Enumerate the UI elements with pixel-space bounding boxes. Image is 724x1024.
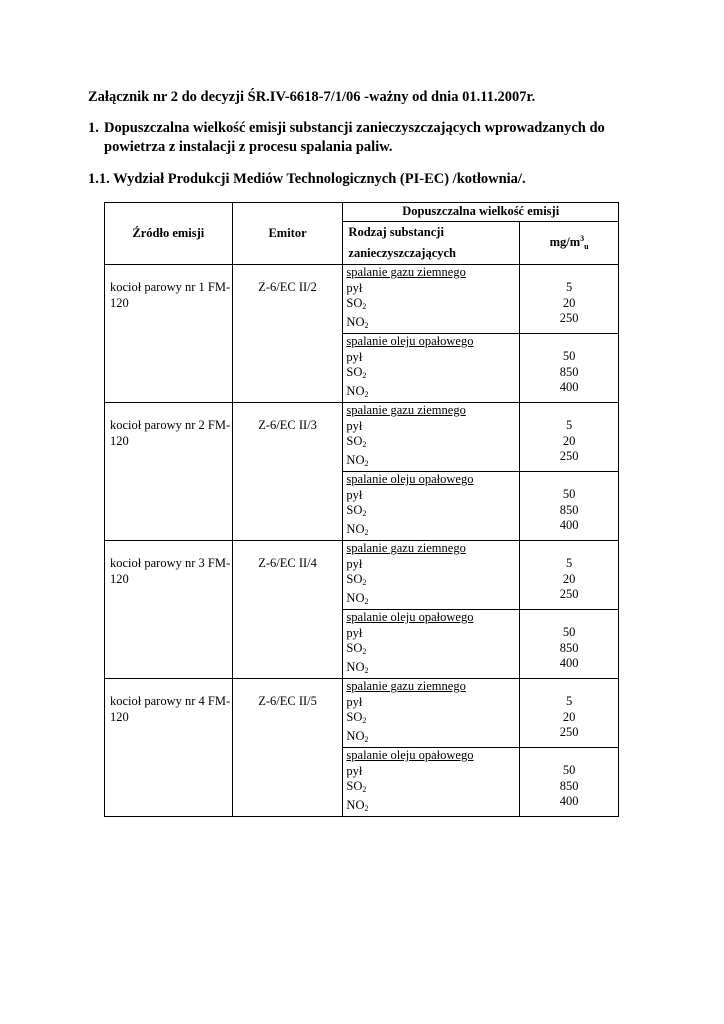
- substance-name: NO: [346, 590, 365, 605]
- section-1-1-heading: 1.1. Wydział Produkcji Mediów Technologicznych (PI-EC) /kotłownia/.: [88, 171, 526, 187]
- substance-subscript: 2: [362, 371, 367, 380]
- limit-value: 5: [565, 280, 573, 294]
- substance-subscript: 2: [362, 785, 367, 794]
- fuel-type: spalanie gazu ziemnego: [346, 403, 466, 417]
- fuel-type: spalanie oleju opałowego: [346, 610, 474, 624]
- cell-line: [346, 503, 519, 522]
- limit-value-cell: [520, 748, 619, 817]
- limit-value-cell: [520, 472, 619, 541]
- substance-cell: [343, 679, 520, 748]
- cell-line: [520, 694, 618, 710]
- substance-name: NO: [346, 452, 365, 467]
- table-row: [105, 403, 619, 472]
- cell-line: [520, 572, 618, 588]
- substance-subscript: 2: [362, 509, 367, 518]
- substance-cell: [343, 748, 520, 817]
- cell-line: [346, 281, 519, 297]
- substance-subscript: 2: [362, 302, 367, 311]
- limit-value-cell: [520, 334, 619, 403]
- emission-source-cell: [105, 403, 233, 541]
- cell-line: [520, 625, 618, 641]
- substance-name: NO: [346, 728, 365, 743]
- substance-name: SO: [346, 710, 363, 724]
- substance-cell: [343, 403, 520, 472]
- cell-line: [520, 365, 618, 381]
- emission-source: kocioł parowy nr 4 FM-120: [110, 694, 231, 724]
- limit-value: 850: [559, 778, 579, 793]
- substance-cell: [343, 334, 520, 403]
- cell-line: [346, 695, 519, 711]
- substance-name: pył: [346, 418, 363, 433]
- substance-name: SO: [346, 779, 363, 793]
- cell-line: [520, 349, 618, 365]
- substance-subscript: 2: [362, 578, 367, 587]
- emitter-code: Z-6/EC II/5: [258, 694, 317, 708]
- limit-value: 400: [559, 794, 579, 808]
- fuel-type: spalanie gazu ziemnego: [346, 265, 466, 279]
- limit-value-cell: [520, 265, 619, 334]
- cell-line: [346, 679, 519, 695]
- limit-value: 250: [559, 587, 579, 601]
- substance-name: NO: [346, 383, 365, 398]
- cell-line: [520, 380, 618, 396]
- cell-line: [346, 572, 519, 591]
- cell-line: [346, 522, 519, 541]
- substance-cell: [343, 265, 520, 334]
- substance-name: NO: [346, 521, 365, 536]
- cell-line: [346, 472, 519, 488]
- section-1-line-2: powietrza z instalacji z procesu spalania paliw.: [104, 139, 393, 155]
- substance-subscript: 2: [364, 527, 369, 537]
- emission-source: kocioł parowy nr 1 FM-120: [110, 280, 231, 310]
- substance-subscript: 2: [364, 734, 369, 744]
- limit-value: 400: [559, 656, 579, 670]
- substance-subscript: 2: [364, 803, 369, 813]
- limit-value-cell: [520, 610, 619, 679]
- cell-line: [520, 296, 618, 312]
- cell-line: [520, 725, 618, 741]
- table-row: [105, 541, 619, 610]
- emission-source: kocioł parowy nr 3 FM-120: [110, 556, 231, 586]
- cell-line: [520, 418, 618, 434]
- emission-source-cell: [105, 265, 233, 403]
- emission-source-cell: [105, 541, 233, 679]
- cell-line: [346, 610, 519, 626]
- emitter-code: Z-6/EC II/3: [258, 418, 317, 432]
- cell-line: [346, 710, 519, 729]
- cell-line: [346, 729, 519, 748]
- substance-subscript: 2: [364, 596, 369, 606]
- cell-line: [346, 384, 519, 403]
- table-row: [105, 265, 619, 334]
- fuel-type: spalanie oleju opałowego: [346, 472, 474, 486]
- cell-line: [346, 764, 519, 780]
- cell-line: [520, 656, 618, 672]
- header-source: Źródło emisji: [105, 203, 233, 265]
- limit-value: 5: [565, 694, 573, 708]
- emitter-cell: [232, 403, 343, 541]
- substance-name: SO: [346, 365, 363, 379]
- substance-name: SO: [346, 296, 363, 310]
- emitter-cell: [232, 679, 343, 817]
- cell-line: [346, 296, 519, 315]
- emitter-code: Z-6/EC II/2: [258, 280, 317, 294]
- cell-line: [346, 798, 519, 817]
- limit-value: 20: [562, 571, 576, 586]
- fuel-type: spalanie gazu ziemnego: [346, 679, 466, 693]
- substance-name: NO: [346, 797, 365, 812]
- cell-line: [346, 488, 519, 504]
- substance-cell: [343, 541, 520, 610]
- substance-name: pył: [346, 280, 363, 295]
- substance-subscript: 2: [364, 458, 369, 468]
- cell-line: [346, 265, 519, 281]
- substance-name: pył: [346, 694, 363, 709]
- cell-line: [520, 710, 618, 726]
- cell-line: [346, 541, 519, 557]
- cell-line: [520, 311, 618, 327]
- cell-line: [346, 419, 519, 435]
- limit-value: 850: [559, 640, 579, 655]
- emitter-cell: [232, 265, 343, 403]
- cell-line: [346, 748, 519, 764]
- limit-value: 20: [562, 295, 576, 310]
- substance-subscript: 2: [364, 665, 369, 675]
- emission-source-cell: [105, 679, 233, 817]
- limit-value: 250: [559, 449, 579, 463]
- limit-value: 400: [559, 380, 579, 394]
- substance-name: pył: [346, 763, 363, 778]
- cell-line: [346, 315, 519, 334]
- cell-line: [346, 557, 519, 573]
- document-title: Załącznik nr 2 do decyzji ŚR.IV-6618-7/1/06 -ważny od dnia 01.11.2007r.: [88, 89, 536, 105]
- substance-name: NO: [346, 314, 365, 329]
- limit-value-cell: [520, 679, 619, 748]
- header-unit: [520, 222, 619, 265]
- limit-value: 50: [562, 349, 576, 363]
- substance-name: pył: [346, 625, 363, 640]
- cell-line: [520, 763, 618, 779]
- emitter-code: Z-6/EC II/4: [258, 556, 317, 570]
- fuel-type: spalanie oleju opałowego: [346, 334, 474, 348]
- fuel-type: spalanie oleju opałowego: [346, 748, 474, 762]
- substance-name: pył: [346, 487, 363, 502]
- section-1-number: 1.: [88, 120, 99, 136]
- substance-name: SO: [346, 572, 363, 586]
- cell-line: [520, 487, 618, 503]
- substance-subscript: 2: [364, 389, 369, 399]
- limit-value: 850: [559, 502, 579, 517]
- substance-name: pył: [346, 556, 363, 571]
- section-1-heading: [88, 119, 636, 157]
- substance-name: SO: [346, 503, 363, 517]
- limit-value: 850: [559, 364, 579, 379]
- limit-value: 50: [562, 625, 576, 639]
- fuel-type: spalanie gazu ziemnego: [346, 541, 466, 555]
- cell-line: [346, 779, 519, 798]
- header-unit-sub: u: [584, 242, 589, 252]
- cell-line: [520, 587, 618, 603]
- cell-line: [520, 449, 618, 465]
- cell-line: [520, 556, 618, 572]
- cell-line: [346, 434, 519, 453]
- header-unit-sup: 3: [580, 234, 585, 244]
- limit-value-cell: [520, 541, 619, 610]
- emitter-cell: [232, 541, 343, 679]
- limit-value: 5: [565, 418, 573, 432]
- substance-name: SO: [346, 641, 363, 655]
- limit-value: 250: [559, 725, 579, 739]
- substance-subscript: 2: [364, 320, 369, 330]
- cell-line: [346, 365, 519, 384]
- cell-line: [346, 660, 519, 679]
- header-unit-base: mg/m: [549, 235, 581, 250]
- limit-value: 5: [565, 556, 573, 570]
- substance-cell: [343, 472, 520, 541]
- section-1-line-1: Dopuszczalna wielkość emisji substancji zanieczyszczających wprowadzanych do: [104, 120, 605, 136]
- substance-subscript: 2: [362, 716, 367, 725]
- cell-line: [520, 518, 618, 534]
- substance-name: NO: [346, 659, 365, 674]
- header-limit: Dopuszczalna wielkość emisji: [343, 203, 619, 222]
- limit-value: 400: [559, 518, 579, 532]
- limit-value: 20: [562, 433, 576, 448]
- limit-value: 250: [559, 311, 579, 325]
- cell-line: [520, 779, 618, 795]
- substance-subscript: 2: [362, 647, 367, 656]
- limit-value-cell: [520, 403, 619, 472]
- cell-line: [346, 350, 519, 366]
- limit-value: 50: [562, 763, 576, 777]
- limit-value: 50: [562, 487, 576, 501]
- table-body: [105, 265, 619, 817]
- cell-line: [346, 626, 519, 642]
- cell-line: [346, 453, 519, 472]
- cell-line: [520, 503, 618, 519]
- cell-line: [346, 641, 519, 660]
- cell-line: [520, 280, 618, 296]
- cell-line: [346, 334, 519, 350]
- substance-name: pył: [346, 349, 363, 364]
- cell-line: [520, 794, 618, 810]
- limit-value: 20: [562, 709, 576, 724]
- substance-subscript: 2: [362, 440, 367, 449]
- header-emitter: Emitor: [232, 203, 343, 265]
- table-row: [105, 679, 619, 748]
- cell-line: [520, 434, 618, 450]
- emission-source: kocioł parowy nr 2 FM-120: [110, 418, 231, 448]
- cell-line: [346, 591, 519, 610]
- cell-line: [520, 641, 618, 657]
- cell-line: [346, 403, 519, 419]
- substance-name: SO: [346, 434, 363, 448]
- emission-limits-table: [104, 202, 619, 817]
- substance-cell: [343, 610, 520, 679]
- header-substance: Rodzaj substancji zanieczyszczających: [343, 222, 520, 265]
